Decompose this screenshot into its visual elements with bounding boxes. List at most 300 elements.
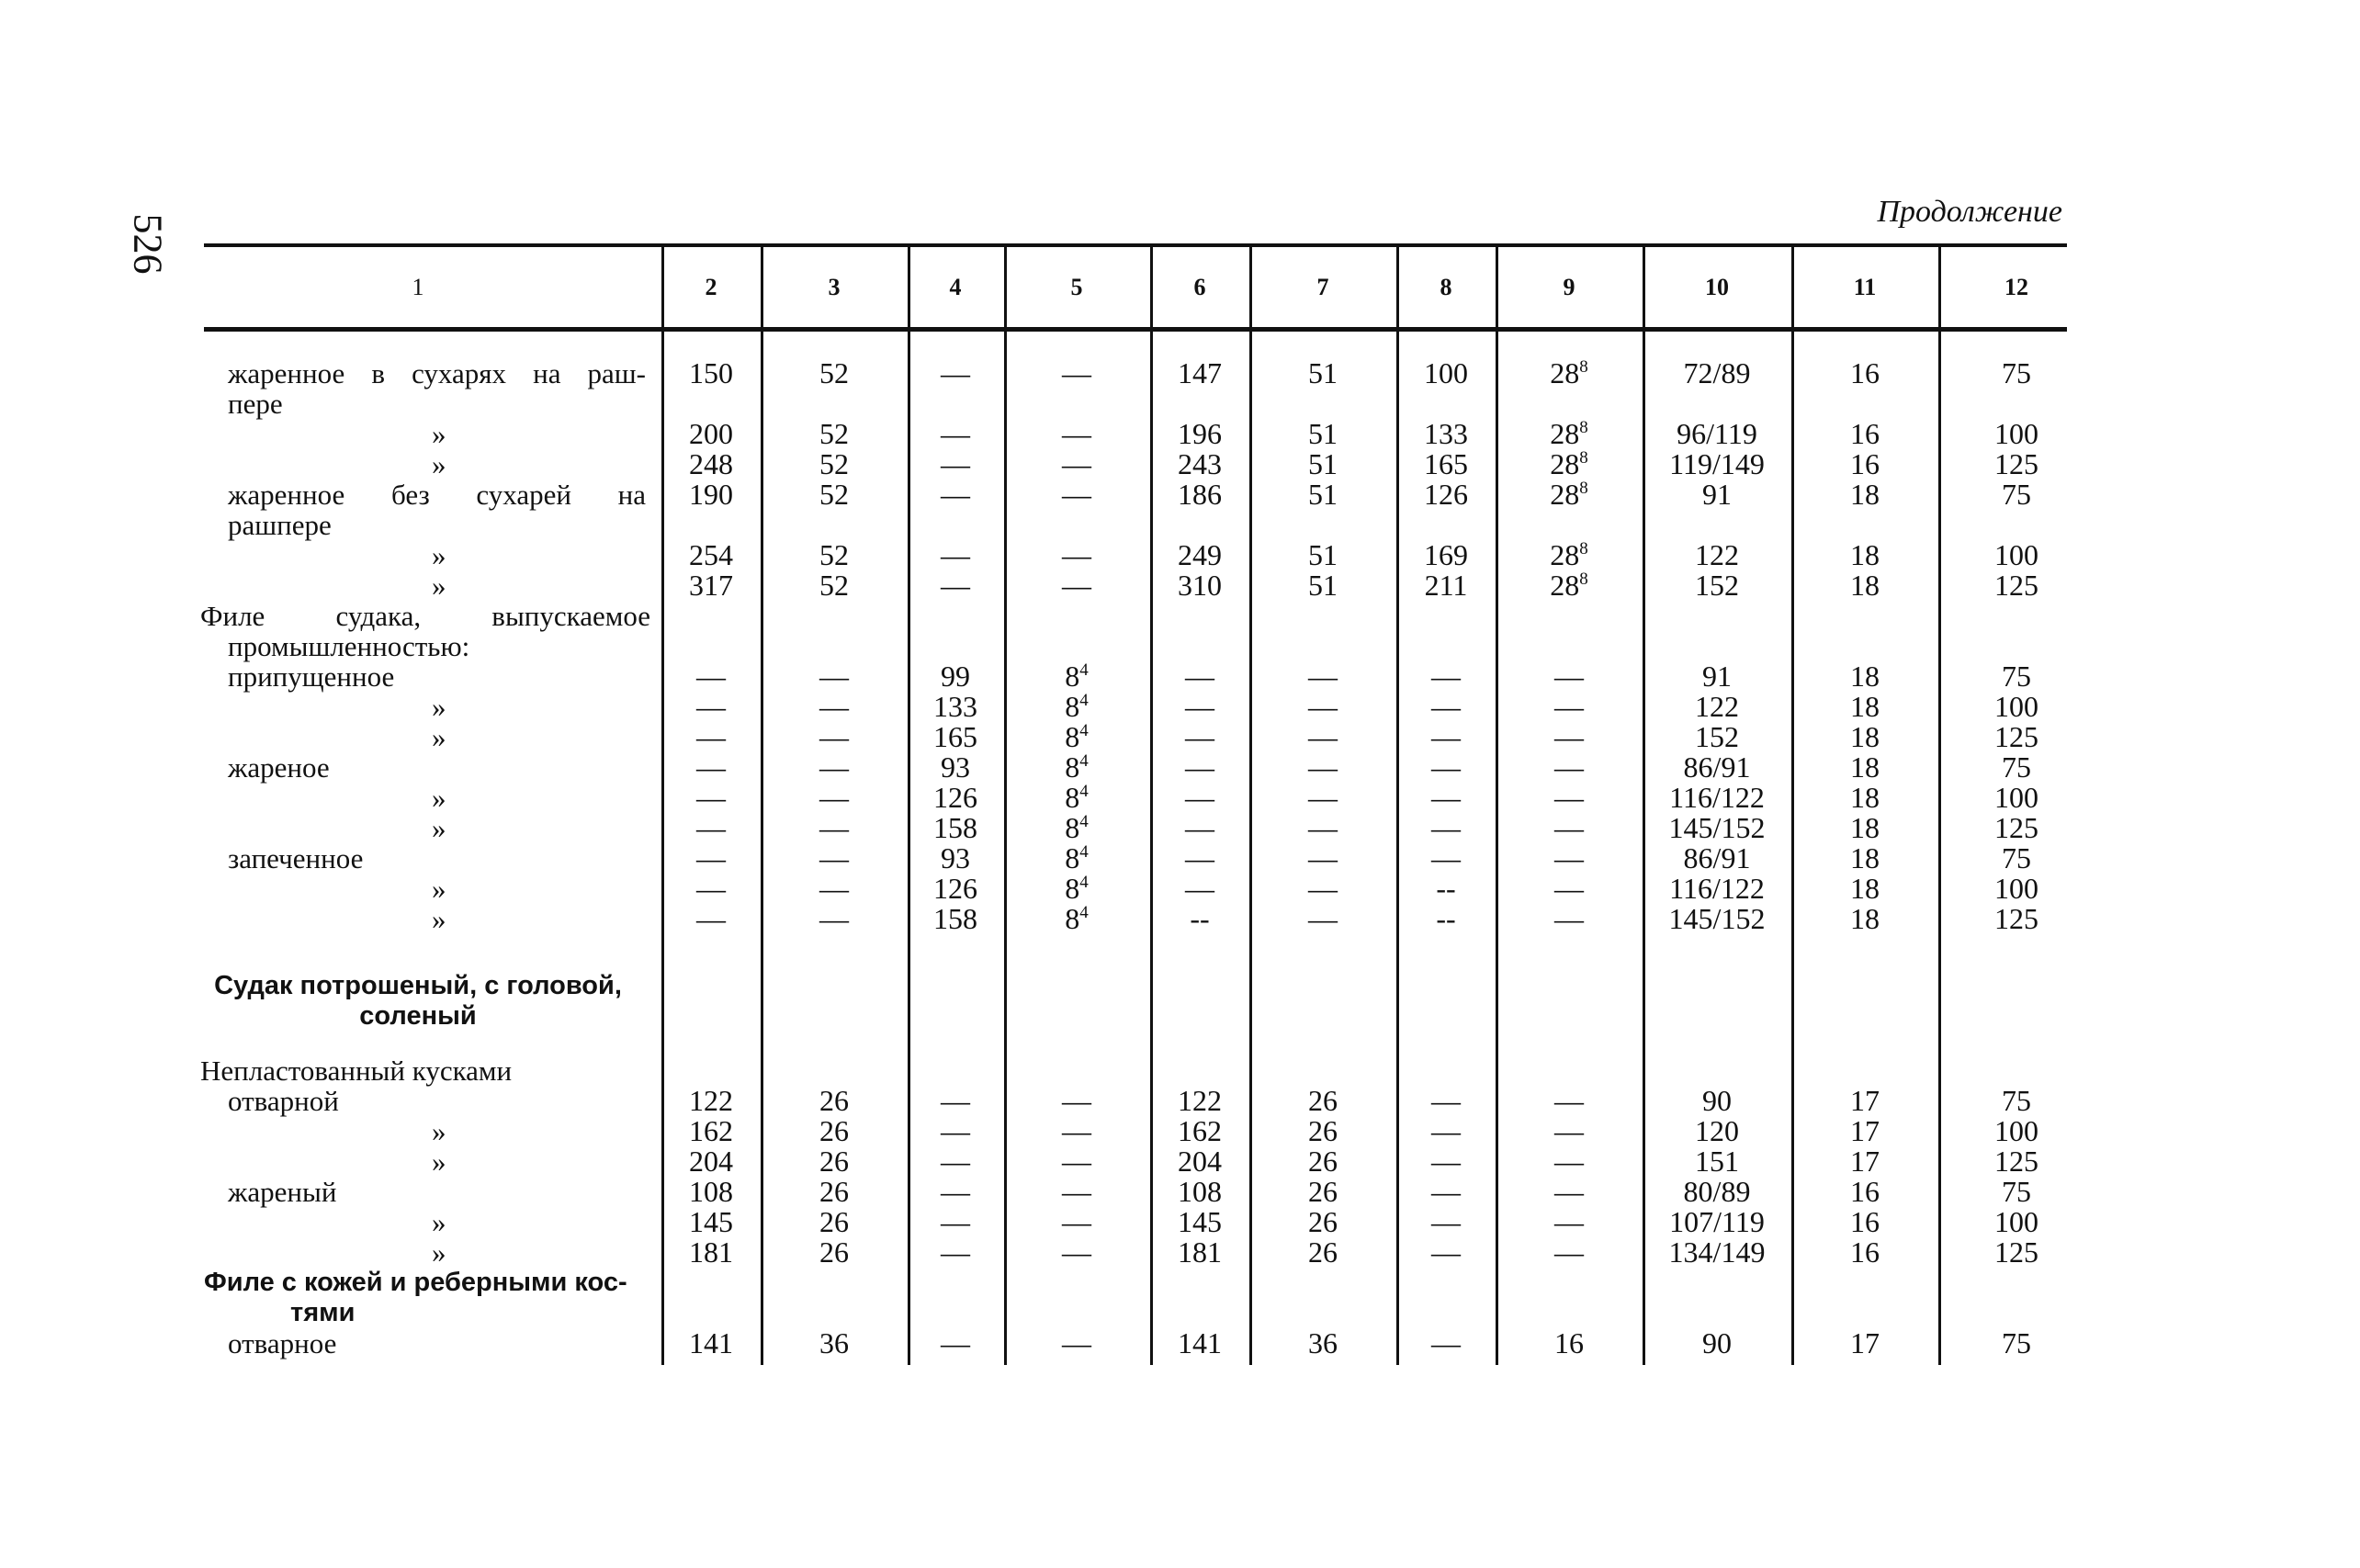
footnote-mark: 4 bbox=[1079, 660, 1089, 680]
footnote-mark: 4 bbox=[1079, 812, 1089, 831]
table-cell: 75 bbox=[2002, 750, 2031, 784]
column-header: 7 bbox=[1316, 274, 1329, 300]
table-cell: $8^4$ bbox=[1065, 811, 1089, 844]
table-cell: — bbox=[1308, 811, 1338, 844]
table-cell: 91 bbox=[1702, 478, 1732, 511]
table-cell: 122 bbox=[1695, 538, 1739, 571]
table-cell: — bbox=[941, 1114, 970, 1147]
table-cell: 125 bbox=[1994, 569, 2038, 602]
table-cell: 18 bbox=[1850, 720, 1880, 753]
footnote-mark: 4 bbox=[1079, 903, 1089, 922]
table-cell: — bbox=[941, 569, 970, 602]
table-cell: -- bbox=[1190, 902, 1210, 935]
table-cell: 100 bbox=[1994, 872, 2038, 905]
footnote-mark: 8 bbox=[1579, 418, 1588, 437]
table-cell: 126 bbox=[933, 872, 977, 905]
table-cell: 133 bbox=[933, 690, 977, 723]
row-label: пере bbox=[228, 388, 283, 420]
table-cell: $28^8$ bbox=[1550, 417, 1588, 450]
table-cell: 51 bbox=[1308, 478, 1338, 511]
table-cell: 100 bbox=[1994, 781, 2038, 814]
column-divider bbox=[1791, 246, 1794, 1365]
table-cell: — bbox=[1431, 690, 1461, 723]
column-header: 9 bbox=[1563, 274, 1575, 300]
row-label: Непластованный кусками bbox=[200, 1055, 513, 1087]
table-cell: 141 bbox=[689, 1326, 733, 1359]
table-cell: 18 bbox=[1850, 750, 1880, 784]
table-cell: 243 bbox=[1178, 447, 1222, 480]
table-cell: 122 bbox=[1695, 690, 1739, 723]
table-cell: 52 bbox=[819, 447, 849, 480]
table-cell: 17 bbox=[1850, 1145, 1880, 1178]
table-cell: 16 bbox=[1554, 1326, 1584, 1359]
table-cell: 36 bbox=[819, 1326, 849, 1359]
table-cell: — bbox=[1062, 1205, 1091, 1238]
table-cell: 52 bbox=[819, 417, 849, 450]
table-cell: 18 bbox=[1850, 690, 1880, 723]
table-cell: — bbox=[1554, 690, 1584, 723]
column-divider bbox=[1396, 246, 1399, 1365]
table-cell: — bbox=[1554, 781, 1584, 814]
table-cell: — bbox=[1062, 1326, 1091, 1359]
table-cell: 17 bbox=[1850, 1084, 1880, 1117]
ditto-mark: » bbox=[432, 1206, 446, 1238]
table-cell: 310 bbox=[1178, 569, 1222, 602]
column-header: 3 bbox=[828, 274, 841, 300]
ditto-mark: » bbox=[432, 721, 446, 753]
table-cell: $8^4$ bbox=[1065, 720, 1089, 753]
table-cell: 16 bbox=[1850, 1205, 1880, 1238]
table-cell: — bbox=[1431, 781, 1461, 814]
ditto-mark: » bbox=[432, 539, 446, 571]
table-cell: — bbox=[941, 478, 970, 511]
ditto-mark: » bbox=[432, 1236, 446, 1269]
row-label: промышленностью: bbox=[228, 630, 470, 662]
table-cell: — bbox=[819, 690, 849, 723]
row-label: жаренное без сухарей на bbox=[228, 479, 646, 511]
row-label: рашпере bbox=[228, 509, 332, 541]
table-cell: $28^8$ bbox=[1550, 356, 1588, 389]
table-cell: 17 bbox=[1850, 1326, 1880, 1359]
table-cell: 18 bbox=[1850, 872, 1880, 905]
table-cell: 52 bbox=[819, 356, 849, 389]
table-cell: 254 bbox=[689, 538, 733, 571]
row-label: запеченное bbox=[228, 842, 364, 874]
table-cell: — bbox=[1554, 750, 1584, 784]
header-rule bbox=[204, 327, 2067, 332]
table-cell: 16 bbox=[1850, 417, 1880, 450]
table-cell: 75 bbox=[2002, 478, 2031, 511]
table-cell: 72/89 bbox=[1683, 356, 1751, 389]
table-cell: 107/119 bbox=[1669, 1205, 1765, 1238]
table-cell: — bbox=[696, 720, 726, 753]
ditto-mark: » bbox=[432, 570, 446, 602]
table-cell: — bbox=[941, 1205, 970, 1238]
table-cell: $8^4$ bbox=[1065, 690, 1089, 723]
table-cell: 26 bbox=[1308, 1175, 1338, 1208]
table-cell: $28^8$ bbox=[1550, 538, 1588, 571]
table-cell: $28^8$ bbox=[1550, 447, 1588, 480]
ditto-mark: » bbox=[432, 812, 446, 844]
table-cell: — bbox=[1431, 841, 1461, 874]
table-cell: $28^8$ bbox=[1550, 478, 1588, 511]
table-cell: 162 bbox=[689, 1114, 733, 1147]
table-cell: — bbox=[1554, 1235, 1584, 1269]
table-cell: 122 bbox=[1178, 1084, 1222, 1117]
table-cell: — bbox=[1185, 841, 1214, 874]
table-cell: 75 bbox=[2002, 1084, 2031, 1117]
table-cell: — bbox=[1554, 1205, 1584, 1238]
table-cell: 26 bbox=[819, 1205, 849, 1238]
table-cell: 18 bbox=[1850, 902, 1880, 935]
table-cell: 169 bbox=[1424, 538, 1468, 571]
table-cell: — bbox=[696, 690, 726, 723]
table-cell: — bbox=[1431, 1084, 1461, 1117]
table-cell: — bbox=[1554, 1084, 1584, 1117]
table-cell: — bbox=[696, 872, 726, 905]
table-cell: — bbox=[1185, 872, 1214, 905]
table-cell: 125 bbox=[1994, 447, 2038, 480]
table-cell: 18 bbox=[1850, 781, 1880, 814]
page-number: 526 bbox=[125, 213, 171, 275]
table-cell: — bbox=[1062, 478, 1091, 511]
table-cell: — bbox=[1185, 750, 1214, 784]
table-cell: 186 bbox=[1178, 478, 1222, 511]
row-label: жареное bbox=[228, 751, 330, 784]
row-label: отварное bbox=[228, 1327, 337, 1359]
table-cell: 93 bbox=[941, 750, 970, 784]
table-cell: 26 bbox=[1308, 1084, 1338, 1117]
table-cell: — bbox=[1431, 1326, 1461, 1359]
table-cell: 75 bbox=[2002, 1326, 2031, 1359]
table-cell: 125 bbox=[1994, 720, 2038, 753]
table-cell: 204 bbox=[689, 1145, 733, 1178]
footnote-mark: 4 bbox=[1079, 873, 1089, 892]
column-divider bbox=[1249, 246, 1252, 1365]
row-label: жаренное в сухарях на раш- bbox=[228, 357, 646, 389]
column-header: 4 bbox=[949, 274, 962, 300]
table-cell: 125 bbox=[1994, 902, 2038, 935]
table-cell: 126 bbox=[1424, 478, 1468, 511]
column-divider bbox=[1150, 246, 1153, 1365]
table-cell: 145 bbox=[1178, 1205, 1222, 1238]
table-cell: 126 bbox=[933, 781, 977, 814]
row-label: Филе судака, выпускаемое bbox=[200, 600, 650, 632]
table-cell: $8^4$ bbox=[1065, 902, 1089, 935]
table-cell: 90 bbox=[1702, 1326, 1732, 1359]
table-cell: 90 bbox=[1702, 1084, 1732, 1117]
table-cell: — bbox=[819, 750, 849, 784]
table-cell: — bbox=[941, 1145, 970, 1178]
table-cell: 200 bbox=[689, 417, 733, 450]
table-cell: — bbox=[819, 841, 849, 874]
table-cell: 26 bbox=[819, 1114, 849, 1147]
column-header: 8 bbox=[1440, 274, 1452, 300]
table-cell: 145/152 bbox=[1668, 811, 1766, 844]
table-cell: 75 bbox=[2002, 660, 2031, 693]
footnote-mark: 4 bbox=[1079, 691, 1089, 710]
table-cell: — bbox=[819, 902, 849, 935]
column-divider bbox=[1496, 246, 1498, 1365]
table-cell: 122 bbox=[689, 1084, 733, 1117]
table-cell: 18 bbox=[1850, 569, 1880, 602]
table-cell: 211 bbox=[1424, 569, 1468, 602]
table-cell: — bbox=[941, 1084, 970, 1117]
table-cell: — bbox=[696, 660, 726, 693]
table-cell: — bbox=[1554, 872, 1584, 905]
table-cell: 151 bbox=[1695, 1145, 1739, 1178]
table-cell: 100 bbox=[1994, 1114, 2038, 1147]
table-cell: — bbox=[696, 811, 726, 844]
table-cell: 145 bbox=[689, 1205, 733, 1238]
column-divider bbox=[1938, 246, 1941, 1365]
table-cell: 91 bbox=[1702, 660, 1732, 693]
table-cell: 51 bbox=[1308, 569, 1338, 602]
table-cell: 18 bbox=[1850, 811, 1880, 844]
row-label: соленый bbox=[359, 1001, 477, 1031]
table-cell: 26 bbox=[819, 1175, 849, 1208]
table-cell: — bbox=[1431, 660, 1461, 693]
ditto-mark: » bbox=[432, 1145, 446, 1178]
table-cell: — bbox=[1185, 811, 1214, 844]
table-cell: — bbox=[1308, 720, 1338, 753]
table-cell: — bbox=[1062, 1235, 1091, 1269]
table-cell: — bbox=[941, 1175, 970, 1208]
table-cell: 133 bbox=[1424, 417, 1468, 450]
row-label: отварной bbox=[228, 1085, 339, 1117]
table-cell: 119/149 bbox=[1669, 447, 1765, 480]
table-cell: — bbox=[1308, 902, 1338, 935]
table-cell: 125 bbox=[1994, 1145, 2038, 1178]
table-cell: — bbox=[1308, 781, 1338, 814]
table-cell: 204 bbox=[1178, 1145, 1222, 1178]
table-cell: — bbox=[1554, 841, 1584, 874]
table-cell: — bbox=[696, 781, 726, 814]
table-cell: 18 bbox=[1850, 660, 1880, 693]
table-cell: 26 bbox=[1308, 1114, 1338, 1147]
column-divider bbox=[661, 246, 664, 1365]
table-cell: 75 bbox=[2002, 841, 2031, 874]
table-cell: 162 bbox=[1178, 1114, 1222, 1147]
table-cell: — bbox=[941, 447, 970, 480]
table-cell: 16 bbox=[1850, 1175, 1880, 1208]
table-cell: 96/119 bbox=[1677, 417, 1757, 450]
table-cell: 181 bbox=[1178, 1235, 1222, 1269]
table-cell: — bbox=[1554, 660, 1584, 693]
table-cell: 52 bbox=[819, 478, 849, 511]
table-cell: 75 bbox=[2002, 356, 2031, 389]
table-cell: 108 bbox=[1178, 1175, 1222, 1208]
table-cell: — bbox=[1554, 720, 1584, 753]
table-cell: 36 bbox=[1308, 1326, 1338, 1359]
table-cell: 52 bbox=[819, 569, 849, 602]
table-cell: 26 bbox=[819, 1084, 849, 1117]
table-cell: 116/122 bbox=[1669, 872, 1765, 905]
table-cell: 26 bbox=[819, 1145, 849, 1178]
continued-label: Продолжение bbox=[1877, 195, 2062, 229]
table-cell: 158 bbox=[933, 902, 977, 935]
table-cell: 196 bbox=[1178, 417, 1222, 450]
table-cell: — bbox=[1062, 1145, 1091, 1178]
row-label: тями bbox=[290, 1298, 356, 1327]
table-cell: 100 bbox=[1994, 417, 2038, 450]
table-cell: — bbox=[1431, 811, 1461, 844]
table-cell: $8^4$ bbox=[1065, 872, 1089, 905]
table-cell: 134/149 bbox=[1668, 1235, 1766, 1269]
table-cell: 18 bbox=[1850, 841, 1880, 874]
top-rule bbox=[204, 243, 2067, 247]
table-cell: 152 bbox=[1695, 720, 1739, 753]
table-cell: — bbox=[819, 872, 849, 905]
table-cell: 86/91 bbox=[1683, 841, 1751, 874]
ditto-mark: » bbox=[432, 691, 446, 723]
table-cell: — bbox=[819, 720, 849, 753]
table-cell: — bbox=[696, 750, 726, 784]
table-cell: 86/91 bbox=[1683, 750, 1751, 784]
table-cell: 16 bbox=[1850, 447, 1880, 480]
table-cell: 26 bbox=[1308, 1145, 1338, 1178]
footnote-mark: 8 bbox=[1579, 539, 1588, 558]
table-cell: — bbox=[1308, 750, 1338, 784]
table-cell: — bbox=[1431, 1235, 1461, 1269]
row-label: Судак потрошеный, с головой, bbox=[214, 971, 622, 1000]
column-header: 12 bbox=[2004, 274, 2028, 300]
table-cell: 99 bbox=[941, 660, 970, 693]
table-cell: 249 bbox=[1178, 538, 1222, 571]
table-cell: 93 bbox=[941, 841, 970, 874]
table-cell: — bbox=[1062, 1114, 1091, 1147]
table-cell: 100 bbox=[1994, 690, 2038, 723]
table-cell: — bbox=[1062, 1175, 1091, 1208]
table-cell: — bbox=[941, 538, 970, 571]
column-header: 10 bbox=[1705, 274, 1729, 300]
table-cell: 17 bbox=[1850, 1114, 1880, 1147]
table-cell: — bbox=[1308, 660, 1338, 693]
table-cell: 147 bbox=[1178, 356, 1222, 389]
table-cell: 51 bbox=[1308, 447, 1338, 480]
table-cell: 75 bbox=[2002, 1175, 2031, 1208]
table-cell: — bbox=[1062, 1084, 1091, 1117]
table-cell: — bbox=[1062, 447, 1091, 480]
table-cell: 100 bbox=[1994, 538, 2038, 571]
table-cell: $8^4$ bbox=[1065, 660, 1089, 693]
column-divider bbox=[761, 246, 763, 1365]
table-cell: 165 bbox=[1424, 447, 1468, 480]
table-cell: — bbox=[1185, 690, 1214, 723]
table-cell: — bbox=[1554, 902, 1584, 935]
column-header: 11 bbox=[1853, 274, 1877, 300]
table-cell: 145/152 bbox=[1668, 902, 1766, 935]
table-cell: — bbox=[696, 841, 726, 874]
table-cell: $28^8$ bbox=[1550, 569, 1588, 602]
table-cell: 152 bbox=[1695, 569, 1739, 602]
column-header: 6 bbox=[1193, 274, 1206, 300]
table-cell: 317 bbox=[689, 569, 733, 602]
table-cell: 158 bbox=[933, 811, 977, 844]
table-cell: — bbox=[819, 811, 849, 844]
table-cell: — bbox=[1062, 538, 1091, 571]
table-cell: — bbox=[1308, 690, 1338, 723]
table-cell: — bbox=[1431, 1205, 1461, 1238]
row-label: припущенное bbox=[228, 660, 395, 693]
footnote-mark: 4 bbox=[1079, 842, 1089, 862]
table-cell: 16 bbox=[1850, 1235, 1880, 1269]
table-cell: — bbox=[819, 781, 849, 814]
table-cell: — bbox=[941, 1235, 970, 1269]
table-cell: — bbox=[1308, 872, 1338, 905]
table-cell: — bbox=[1062, 569, 1091, 602]
table-cell: 80/89 bbox=[1683, 1175, 1751, 1208]
table-cell: 51 bbox=[1308, 356, 1338, 389]
table-cell: -- bbox=[1436, 872, 1456, 905]
table-cell: — bbox=[1554, 1175, 1584, 1208]
table-cell: 26 bbox=[819, 1235, 849, 1269]
table-cell: 18 bbox=[1850, 538, 1880, 571]
ditto-mark: » bbox=[432, 1115, 446, 1147]
table-cell: 18 bbox=[1850, 478, 1880, 511]
footnote-mark: 8 bbox=[1579, 479, 1588, 498]
table-cell: $8^4$ bbox=[1065, 841, 1089, 874]
ditto-mark: » bbox=[432, 873, 446, 905]
table-cell: 120 bbox=[1695, 1114, 1739, 1147]
ditto-mark: » bbox=[432, 448, 446, 480]
table-cell: — bbox=[1185, 720, 1214, 753]
column-header: 5 bbox=[1070, 274, 1083, 300]
table-cell: 116/122 bbox=[1669, 781, 1765, 814]
ditto-mark: » bbox=[432, 903, 446, 935]
table-cell: — bbox=[1554, 1145, 1584, 1178]
table-cell: 181 bbox=[689, 1235, 733, 1269]
table-cell: 125 bbox=[1994, 1235, 2038, 1269]
table-cell: — bbox=[1431, 750, 1461, 784]
footnote-mark: 4 bbox=[1079, 751, 1089, 771]
table-cell: 141 bbox=[1178, 1326, 1222, 1359]
table-cell: — bbox=[941, 356, 970, 389]
table-cell: — bbox=[819, 660, 849, 693]
footnote-mark: 8 bbox=[1579, 448, 1588, 468]
table-cell: — bbox=[696, 902, 726, 935]
table-cell: — bbox=[1308, 841, 1338, 874]
table-cell: 108 bbox=[689, 1175, 733, 1208]
ditto-mark: » bbox=[432, 418, 446, 450]
table-cell: 26 bbox=[1308, 1235, 1338, 1269]
table-cell: — bbox=[1431, 720, 1461, 753]
ditto-mark: » bbox=[432, 782, 446, 814]
table-cell: — bbox=[1062, 356, 1091, 389]
table-cell: — bbox=[1185, 660, 1214, 693]
table-cell: — bbox=[1431, 1114, 1461, 1147]
footnote-mark: 8 bbox=[1579, 357, 1588, 377]
table-cell: 100 bbox=[1994, 1205, 2038, 1238]
row-label: жареный bbox=[228, 1176, 337, 1208]
table-cell: 100 bbox=[1424, 356, 1468, 389]
table-cell: — bbox=[1554, 811, 1584, 844]
table-cell: 190 bbox=[689, 478, 733, 511]
table-cell: 150 bbox=[689, 356, 733, 389]
table-cell: 248 bbox=[689, 447, 733, 480]
table-cell: — bbox=[941, 1326, 970, 1359]
table-cell: — bbox=[1431, 1145, 1461, 1178]
table-cell: 26 bbox=[1308, 1205, 1338, 1238]
table-cell: — bbox=[941, 417, 970, 450]
table-cell: -- bbox=[1436, 902, 1456, 935]
table-cell: $8^4$ bbox=[1065, 781, 1089, 814]
row-label: Филе с кожей и реберными кос- bbox=[204, 1268, 627, 1297]
table-cell: — bbox=[1431, 1175, 1461, 1208]
footnote-mark: 4 bbox=[1079, 721, 1089, 740]
table-cell: 125 bbox=[1994, 811, 2038, 844]
table-cell: — bbox=[1062, 417, 1091, 450]
